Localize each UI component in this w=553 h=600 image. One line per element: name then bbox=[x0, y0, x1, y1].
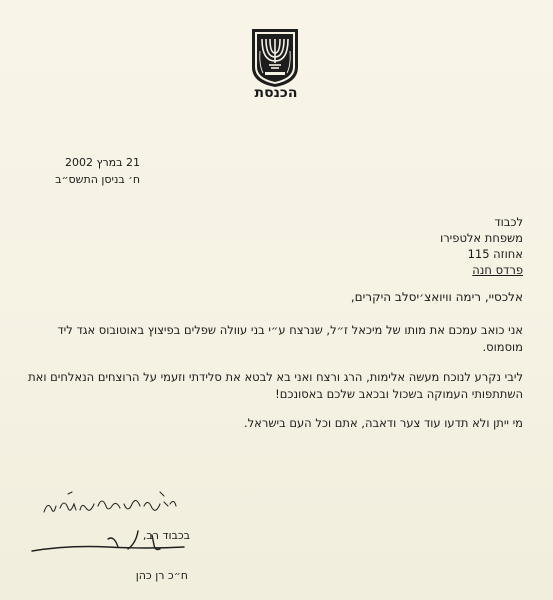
address-salutation: לכבוד bbox=[494, 215, 523, 229]
letterhead-title: הכנסת bbox=[254, 85, 298, 101]
letter-closing: בכבוד רב, bbox=[142, 529, 190, 542]
recipient-address bbox=[343, 214, 523, 278]
menorah-emblem-icon bbox=[248, 27, 302, 89]
address-city: פרדס חנה bbox=[472, 263, 523, 277]
letter-paragraph-2: ליבי נקרע לנוכח מעשה אלימות, הרג ורצח ואני בא לבטא את סלידתי וזעמי על הרוצחים הנאלחים ואת השתתפותי העמוקה בשכול ובכאב שלכם באסונכם! bbox=[28, 370, 523, 401]
date-block bbox=[40, 154, 140, 188]
address-recipient: משפחת אלטפירו bbox=[440, 231, 523, 245]
signer-name: ח״כ רן כהן bbox=[135, 569, 188, 582]
date-gregorian: 21 במרץ 2002 bbox=[65, 156, 140, 169]
letter-paragraph-1: אני כואב עמכם את מותו של מיכאל ז״ל, שנרצח ע״י בני עוולה שפלים בפיצוץ באוטובוס אגד ליד מוסמוס. bbox=[57, 323, 523, 354]
letter-greeting: אלכסיי, רימה וויואצ׳יסלב היקרים, bbox=[350, 290, 523, 304]
date-hebrew: ח׳ בניסן התשס״ב bbox=[55, 173, 140, 186]
letter-paragraph-3: מי ייתן ולא תדעו עוד צער ודאבה, אתם וכל העם בישראל. bbox=[243, 416, 523, 430]
handwritten-note-icon bbox=[40, 484, 180, 524]
signature-icon bbox=[28, 525, 188, 565]
address-street: אחוזה 115 bbox=[467, 247, 523, 261]
